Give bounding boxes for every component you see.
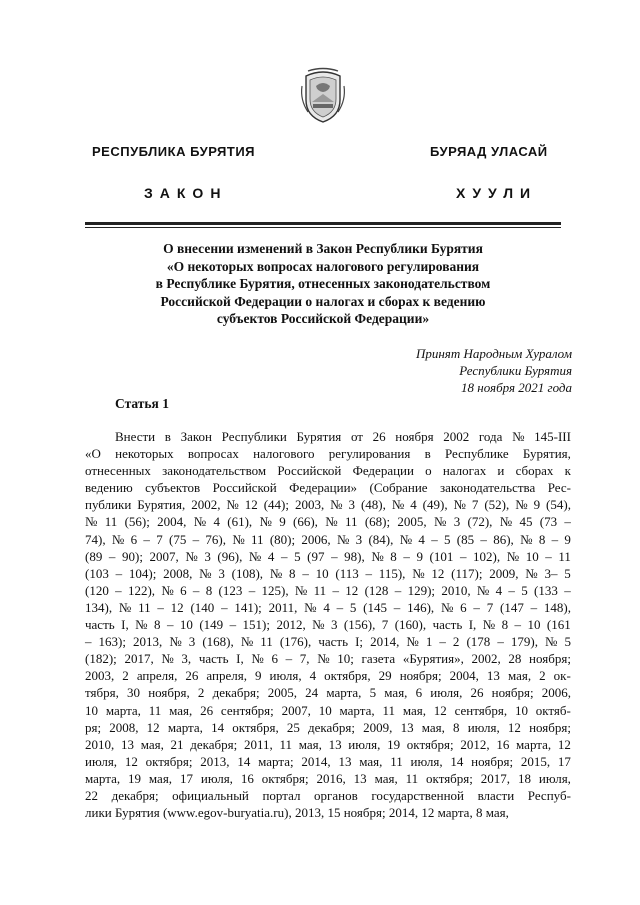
body-line: 22 декабря; официальный портал органов государственной власти Респуб-: [85, 787, 571, 803]
title-line: субъектов Российской Федерации»: [216, 311, 430, 326]
body-line: часть I, № 8 – 10 (149 – 151); 2012, № 3 (156), 7 (160), часть I, № 8 – 10 (161: [85, 617, 571, 633]
body-line: лики Бурятия (www.egov-buryatia.ru), 2013, 15 ноября; 2014, 12 марта, 8 мая,: [85, 805, 509, 821]
article-heading: Статья 1: [115, 396, 169, 411]
header-divider-thin: [85, 227, 561, 228]
body-line: июля, 12 октября; 2013, 14 марта; 2014, 13 мая, 11 июля, 14 ноября; 2015, 17: [85, 753, 571, 769]
body-line: публики Бурятия, 2002, № 12 (44); 2003, № 3 (48), № 4 (49), № 7 (52), № 9 (54),: [85, 497, 571, 513]
body-line: отнесенных законодательством Российской Федерации о налогах и сборах к: [85, 463, 571, 479]
body-line: (182); 2017, № 3, часть I, № 6 – 7, № 10; газета «Бурятия», 2002, 28 ноября;: [85, 651, 571, 667]
body-line: Внести в Закон Республики Бурятия от 26 ноября 2002 года № 145-III: [115, 429, 571, 444]
body-line: «О некоторых вопросах налогового регулирования в Республике Бурятия,: [85, 446, 571, 462]
law-label-russian: ЗАКОН: [144, 185, 228, 201]
body-line: 2010, 13 мая, 21 декабря; 2011, 11 мая, 13 июля, 19 октября; 2012, 16 марта, 12: [85, 736, 571, 752]
law-label-buryat: ХУУЛИ: [456, 185, 538, 201]
republic-name-buryat: БУРЯАД УЛАСАЙ: [430, 144, 548, 159]
title-line: «О некоторых вопросах налогового регулирования: [166, 258, 480, 274]
republic-name-russian: РЕСПУБЛИКА БУРЯТИЯ: [92, 144, 256, 159]
body-line: (120 – 122), № 6 – 8 (123 – 125), № 11 – 12 (128 – 129); 2010, № 4 – 5 (133 –: [85, 582, 571, 598]
body-line: 134), № 11 – 12 (140 – 141); 2011, № 4 – 5 (145 – 146), № 6 – 7 (147 – 148),: [85, 599, 571, 615]
body-line: (103 – 104); 2008, № 3 (108), № 8 – 10 (113 – 115), № 12 (117); 2009, № 3– 5: [85, 565, 571, 581]
body-line: – 163); 2013, № 3 (168), № 11 (176), часть I; 2014, № 1 – 2 (178 – 179), № 5: [85, 634, 571, 650]
body-line: ведению субъектов Российской Федерации» (Собрание законодательства Рес-: [85, 480, 571, 496]
body-line: марта, 19 мая, 17 июля, 16 октября; 2016, 13 мая, 11 октября; 2017, 18 июля,: [85, 770, 571, 786]
adoption-line: Принят Народным Хуралом: [415, 346, 572, 361]
body-line: ря; 2008, 12 марта, 14 октября, 25 декабря; 2009, 13 мая, 8 июля, 12 ноября;: [85, 719, 571, 735]
law-title: [85, 240, 561, 328]
body-line: (89 – 90); 2007, № 3 (96), № 4 – 5 (97 – 98), № 8 – 9 (101 – 102), № 10 – 11: [85, 548, 571, 564]
header-divider-thick: [85, 222, 561, 225]
body-line: 74), № 6 – 7 (75 – 76), № 11 (80); 2006, № 3 (84), № 4 – 5 (85 – 86), № 8 – 9: [85, 531, 571, 547]
body-line: тября, 30 ноября, 2 декабря; 2005, 24 марта, 5 мая, 6 июля, 26 ноября; 2006,: [85, 685, 571, 701]
body-line: 10 марта, 11 мая, 26 сентября; 2007, 10 марта, 11 мая, 12 сентября, 10 октяб-: [85, 702, 571, 718]
coat-of-arms-icon: [298, 66, 348, 124]
adoption-line: Республики Бурятия: [459, 363, 572, 378]
article-body: [85, 428, 571, 821]
body-line: 2003, 2 апреля, 26 апреля, 9 июля, 4 октября, 29 ноября; 2004, 13 мая, 2 ок-: [85, 668, 571, 684]
body-line: № 11 (56); 2004, № 4 (61), № 9 (66), № 11 (68); 2005, № 3 (72), № 45 (73 –: [85, 514, 571, 530]
adoption-note: [416, 345, 572, 396]
title-line: в Республике Бурятия, отнесенных законодательством: [155, 276, 491, 291]
adoption-line: 18 ноября 2021 года: [461, 380, 572, 395]
title-line: О внесении изменений в Закон Республики Бурятия: [163, 241, 483, 256]
title-line: Российской Федерации о налогах и сборах к ведению: [160, 293, 486, 309]
